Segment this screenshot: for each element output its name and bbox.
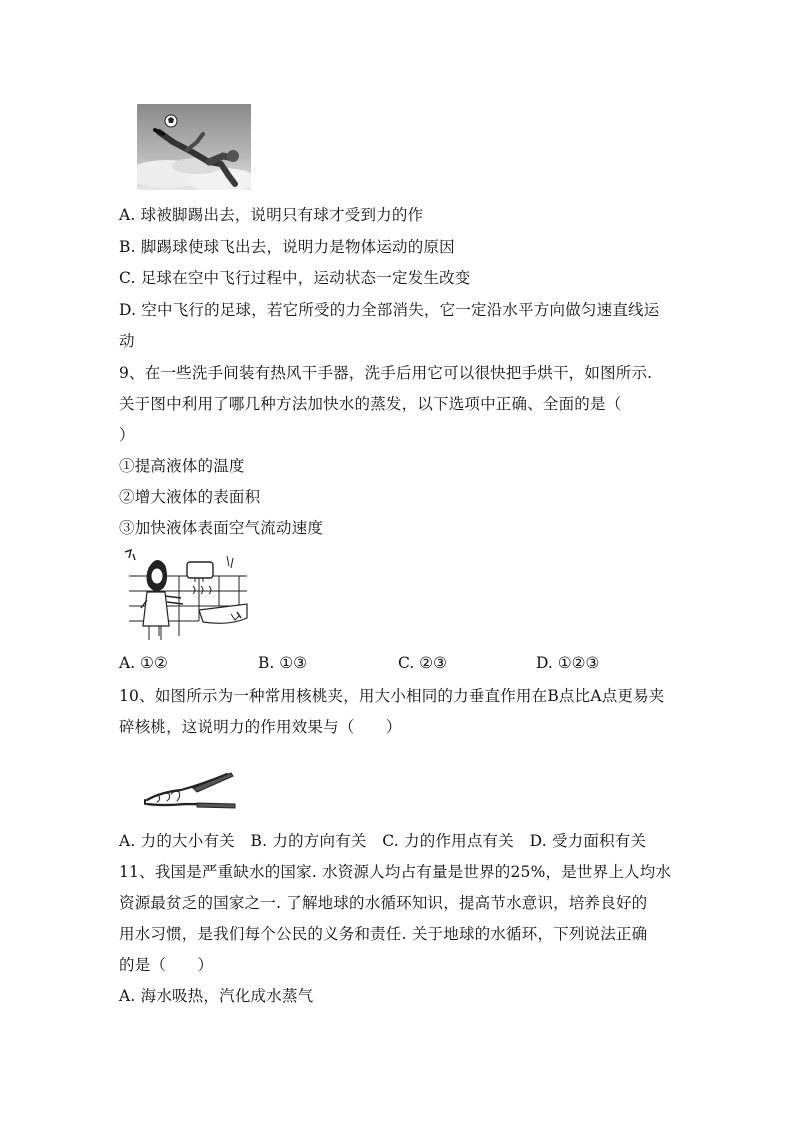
q8-option-c: C. 足球在空中飞行过程中，运动状态一定发生改变 xyxy=(119,269,471,287)
q9-stem-line-1: 9、在一些洗手间装有热风干手器，洗手后用它可以很快把手烘干，如图所示. xyxy=(119,364,653,382)
q8-option-b: B. 脚踢球使球飞出去，说明力是物体运动的原因 xyxy=(119,238,455,256)
q9-item-2: ②增大液体的表面积 xyxy=(119,488,261,506)
football-kick-figure xyxy=(137,104,251,190)
q11-option-a: A. 海水吸热，汽化成水蒸气 xyxy=(119,987,314,1005)
q9-options-row xyxy=(119,653,619,673)
q9-option-d: D. ①②③ xyxy=(536,654,600,672)
nutcracker-figure xyxy=(141,770,237,814)
q11-stem-line-4: 的是（ ） xyxy=(119,956,214,974)
q11-stem-line-1: 11、我国是严重缺水的国家. 水资源人均占有量是世界的25%，是世界上人均水 xyxy=(119,863,672,881)
hand-dryer-figure xyxy=(119,546,249,642)
q9-item-1: ①提高液体的温度 xyxy=(119,457,245,475)
q9-option-b: B. ①③ xyxy=(258,654,308,672)
q10-stem-line-1: 10、如图所示为一种常用核桃夹，用大小相同的力垂直作用在B点比A点更易夹 xyxy=(119,687,665,705)
q9-item-3: ③加快液体表面空气流动速度 xyxy=(119,519,324,537)
q10-options-row: A. 力的大小有关 B. 力的方向有关 C. 力的作用点有关 D. 受力面积有关 xyxy=(119,832,647,850)
q9-stem-line-3: ） xyxy=(119,426,135,444)
q11-stem-line-3: 用水习惯，是我们每个公民的义务和责任. 关于地球的水循环，下列说法正确 xyxy=(119,925,648,943)
q8-option-a: A. 球被脚踢出去，说明只有球才受到力的作 xyxy=(119,206,424,224)
q11-stem-line-2: 资源最贫乏的国家之一. 了解地球的水循环知识，提高节水意识，培养良好的 xyxy=(119,894,648,912)
q8-option-d-continued: 动 xyxy=(119,332,135,350)
q10-stem-line-2: 碎核桃，这说明力的作用效果与（ ） xyxy=(119,718,402,736)
q9-option-c: C. ②③ xyxy=(398,654,447,672)
q9-option-a: A. ①② xyxy=(119,654,168,672)
q9-stem-line-2: 关于图中利用了哪几种方法加快水的蒸发，以下选项中正确、全面的是（ xyxy=(119,395,622,413)
q8-option-d: D. 空中飞行的足球，若它所受的力全部消失，它一定沿水平方向做匀速直线运 xyxy=(119,301,660,319)
